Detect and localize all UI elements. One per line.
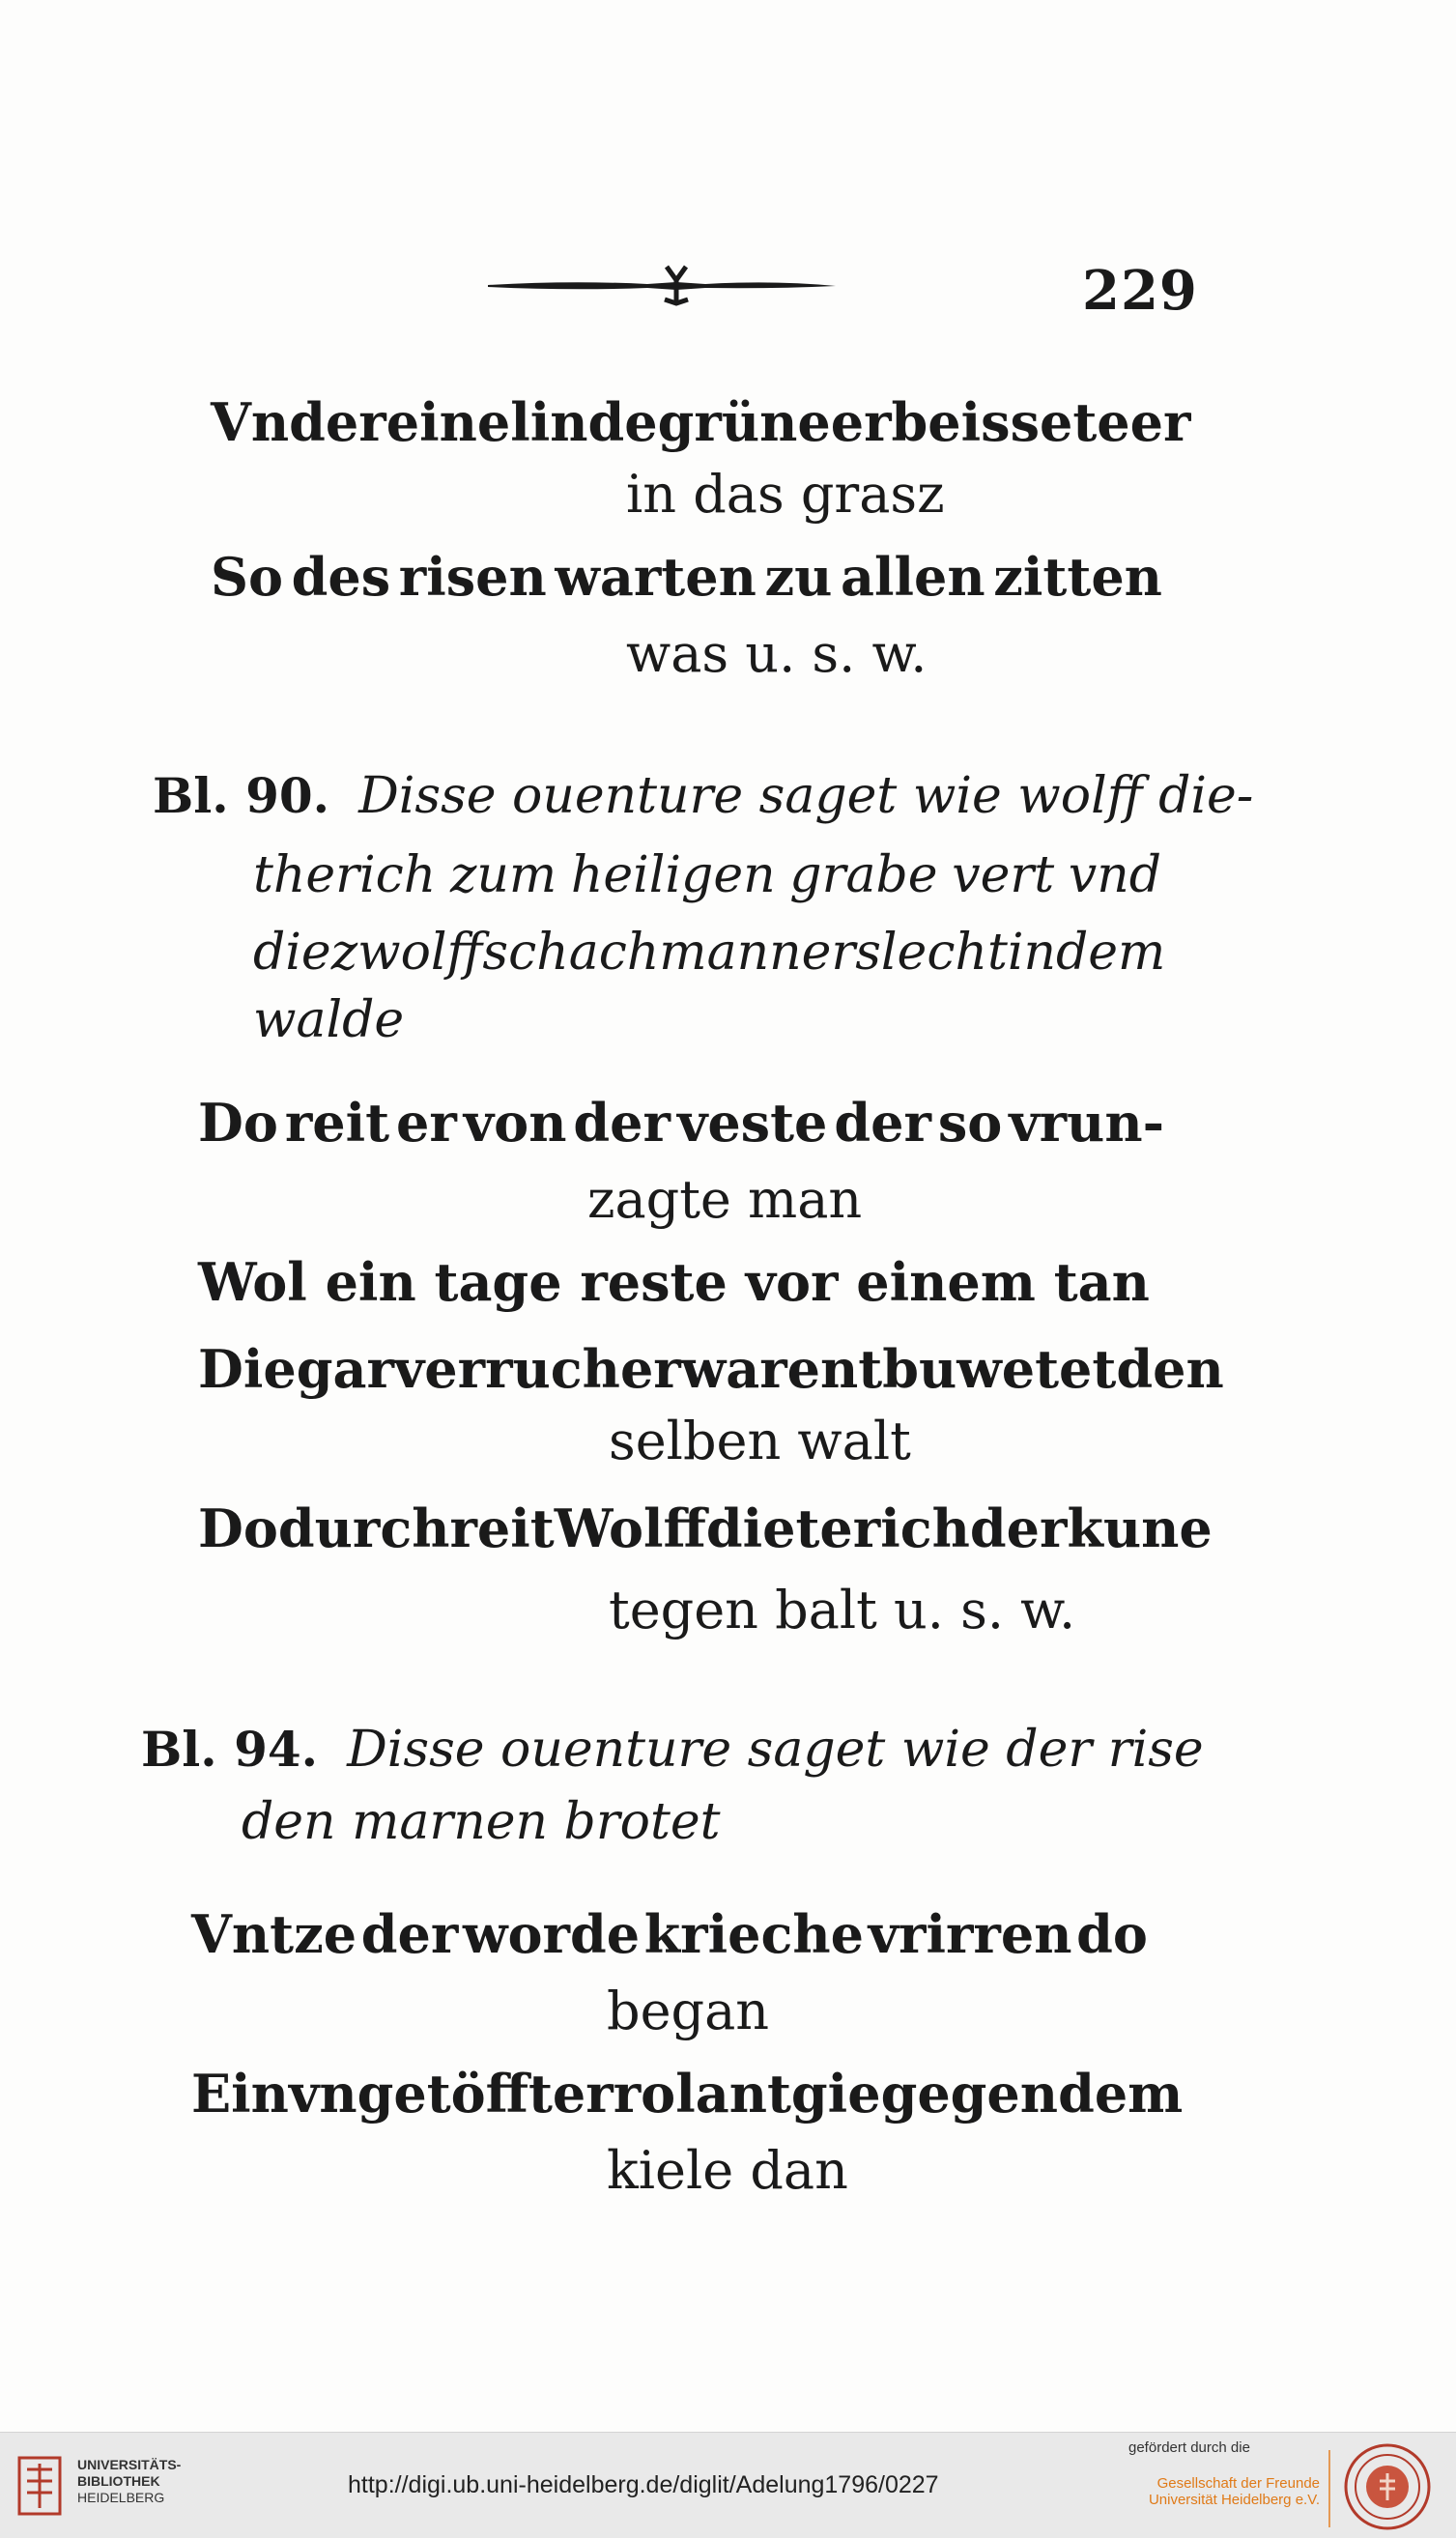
word: Vntze	[191, 1903, 357, 1965]
word: Wolff	[554, 1497, 706, 1559]
word: risen	[398, 546, 547, 608]
word: grüne	[657, 391, 831, 453]
word: kune	[1067, 1497, 1213, 1559]
word: der	[360, 1903, 459, 1965]
word: er	[396, 1092, 457, 1154]
word: Do	[198, 1092, 278, 1154]
verse-line: Wol ein tage reste vor einem tan	[198, 1251, 1150, 1313]
university-seal-icon	[1343, 2442, 1432, 2531]
heading-text: Disse ouenture saget wie der rise	[347, 1721, 1204, 1779]
verse-continuation: selben walt	[609, 1411, 911, 1471]
verse-line	[211, 391, 1191, 453]
verse-continuation: in das grasz	[626, 464, 945, 525]
library-name	[77, 2457, 181, 2506]
word: vngetöffter	[288, 2063, 614, 2125]
verse-line	[198, 1497, 1213, 1559]
word: erbeissete	[830, 391, 1130, 453]
word: reit	[284, 1092, 390, 1154]
page-number: 229	[1082, 259, 1198, 323]
word: linde	[510, 391, 658, 453]
word: gie	[790, 2063, 881, 2125]
word: grabe	[789, 846, 938, 904]
word: der	[969, 1497, 1068, 1559]
word: dem	[1058, 2063, 1184, 2125]
word: der	[834, 1092, 931, 1154]
word: warent	[680, 1338, 883, 1400]
footer-bar	[0, 2432, 1456, 2538]
library-name-line: BIBLIOTHEK	[77, 2473, 160, 2489]
verse-line	[211, 546, 1162, 608]
word: veste	[676, 1092, 828, 1154]
word: in	[1007, 924, 1056, 982]
verse-continuation: was u. s. w.	[626, 623, 928, 684]
word: gar	[296, 1338, 394, 1400]
word: So	[211, 546, 284, 608]
verse-continuation: kiele dan	[607, 2140, 848, 2201]
verse-line	[198, 1092, 1164, 1154]
word: des	[291, 546, 391, 608]
word: verrucher	[393, 1338, 681, 1400]
society-name	[1127, 2475, 1320, 2508]
word: eine	[385, 391, 511, 453]
society-name-line: Gesellschaft der Freunde	[1156, 2475, 1320, 2492]
word: reit	[449, 1497, 555, 1559]
university-library-logo-icon	[15, 2454, 64, 2518]
library-name-line: HEIDELBERG	[77, 2490, 165, 2505]
word: zitten	[993, 546, 1162, 608]
word: so	[937, 1092, 1003, 1154]
funded-by-label: gefördert durch die	[1128, 2439, 1250, 2456]
word: der	[573, 1092, 671, 1154]
word: vrirren	[868, 1903, 1072, 1965]
word: Vnder	[211, 391, 386, 453]
verse-line	[191, 2063, 1184, 2125]
leaf-reference: Bl. 90.	[153, 767, 330, 824]
word: vert	[952, 846, 1055, 904]
verse-continuation: zagte man	[587, 1169, 863, 1230]
heading-continuation	[253, 924, 1166, 982]
word: von	[463, 1092, 567, 1154]
word: erslecht	[801, 924, 1008, 982]
word: die	[253, 924, 331, 982]
word: dem	[1055, 924, 1166, 982]
word: zum	[449, 846, 557, 904]
word: worde	[463, 1903, 641, 1965]
society-name-line: Universität Heidelberg e.V.	[1148, 2492, 1320, 2508]
word: zwolff	[330, 924, 483, 982]
heading-text: Disse ouenture saget wie wolff die-	[358, 767, 1254, 825]
word: rolant	[613, 2063, 791, 2125]
verse-line	[198, 1338, 1224, 1400]
ornament-rule-icon	[483, 261, 841, 307]
word: vrun-	[1009, 1092, 1164, 1154]
word: do	[1076, 1903, 1148, 1965]
word: heiligen	[570, 846, 776, 904]
word: Ein	[191, 2063, 289, 2125]
footer-divider	[1328, 2450, 1330, 2527]
heading-continuation: walde	[253, 991, 405, 1049]
section-heading	[141, 1721, 1204, 1779]
word: krieche	[643, 1903, 864, 1965]
word: warten	[555, 546, 757, 608]
word: dieterich	[705, 1497, 970, 1559]
verse-line	[191, 1903, 1148, 1965]
word: buwetet	[882, 1338, 1117, 1400]
verse-continuation: tegen balt u. s. w.	[609, 1580, 1076, 1640]
verse-continuation: began	[607, 1981, 770, 2041]
word: Die	[198, 1338, 297, 1400]
word: gegen	[880, 2063, 1059, 2125]
word: vnd	[1068, 846, 1161, 904]
source-url-link[interactable]: http://digi.ub.uni-heidelberg.de/diglit/Adelung1796/0227	[348, 2471, 939, 2498]
word: allen	[841, 546, 985, 608]
word: er	[1129, 391, 1191, 453]
library-name-line: UNIVERSITÄTS-	[77, 2457, 182, 2472]
section-heading	[153, 767, 1254, 825]
heading-continuation: den marnen brotet	[242, 1793, 721, 1851]
word: durch	[277, 1497, 450, 1559]
word: Do	[198, 1497, 278, 1559]
word: den	[1116, 1338, 1224, 1400]
word: therich	[253, 846, 437, 904]
heading-continuation	[253, 846, 1161, 904]
word: schachmann	[482, 924, 802, 982]
leaf-reference: Bl. 94.	[141, 1721, 319, 1778]
word: zu	[764, 546, 833, 608]
